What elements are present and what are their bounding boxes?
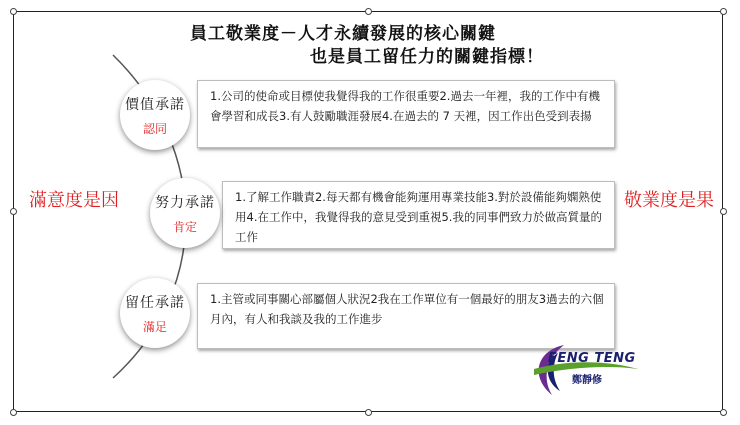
stage-1-description-box: [197, 80, 615, 148]
title-line-1: 員工敬業度－人才永續發展的核心關鍵: [190, 24, 496, 44]
satisfaction-cause-label: 滿意度是因: [29, 190, 119, 211]
feng-teng-logo: [530, 339, 640, 405]
title-line-2: 也是員工留任力的關鍵指標！: [310, 47, 544, 67]
stage-1-circle: [120, 80, 190, 150]
stage-1-name: 價值承諾: [125, 96, 185, 113]
stage-1-description: 1.公司的使命或目標使我覺得我的工作很重要2.過去一年裡，我的工作中有機會學習和成長3.有人鼓勵職涯發展4.在過去的 7 天裡，因工作出色受到表揚: [210, 89, 600, 123]
logo-owner-text: 鄭靜修: [572, 375, 602, 386]
stage-2-name: 努力承諾: [155, 194, 215, 211]
stage-2-circle: [150, 178, 220, 248]
engagement-effect-label: 敬業度是果: [624, 190, 714, 211]
stage-3-circle: [120, 278, 190, 348]
stage-2-description-box: [222, 181, 615, 249]
stage-3-description: 1.主管或同事關心部屬個人狀況2我在工作單位有一個最好的朋友3過去的六個月內，有人和我談及我的工作進步: [210, 292, 604, 326]
logo-brand-text: FENG TENG: [548, 351, 636, 366]
stage-3-tag: 滿足: [142, 319, 167, 334]
stage-2-tag: 肯定: [172, 219, 197, 234]
stage-3-name: 留任承諾: [125, 294, 185, 311]
stage-2-description: 1.了解工作職責2.每天都有機會能夠運用專業技能3.對於設備能夠嫻熟使用4.在工作中，我覺得我的意見受到重視5.我的同事們致力於做高質量的工作: [235, 190, 602, 244]
stage-1-tag: 認同: [142, 121, 167, 136]
